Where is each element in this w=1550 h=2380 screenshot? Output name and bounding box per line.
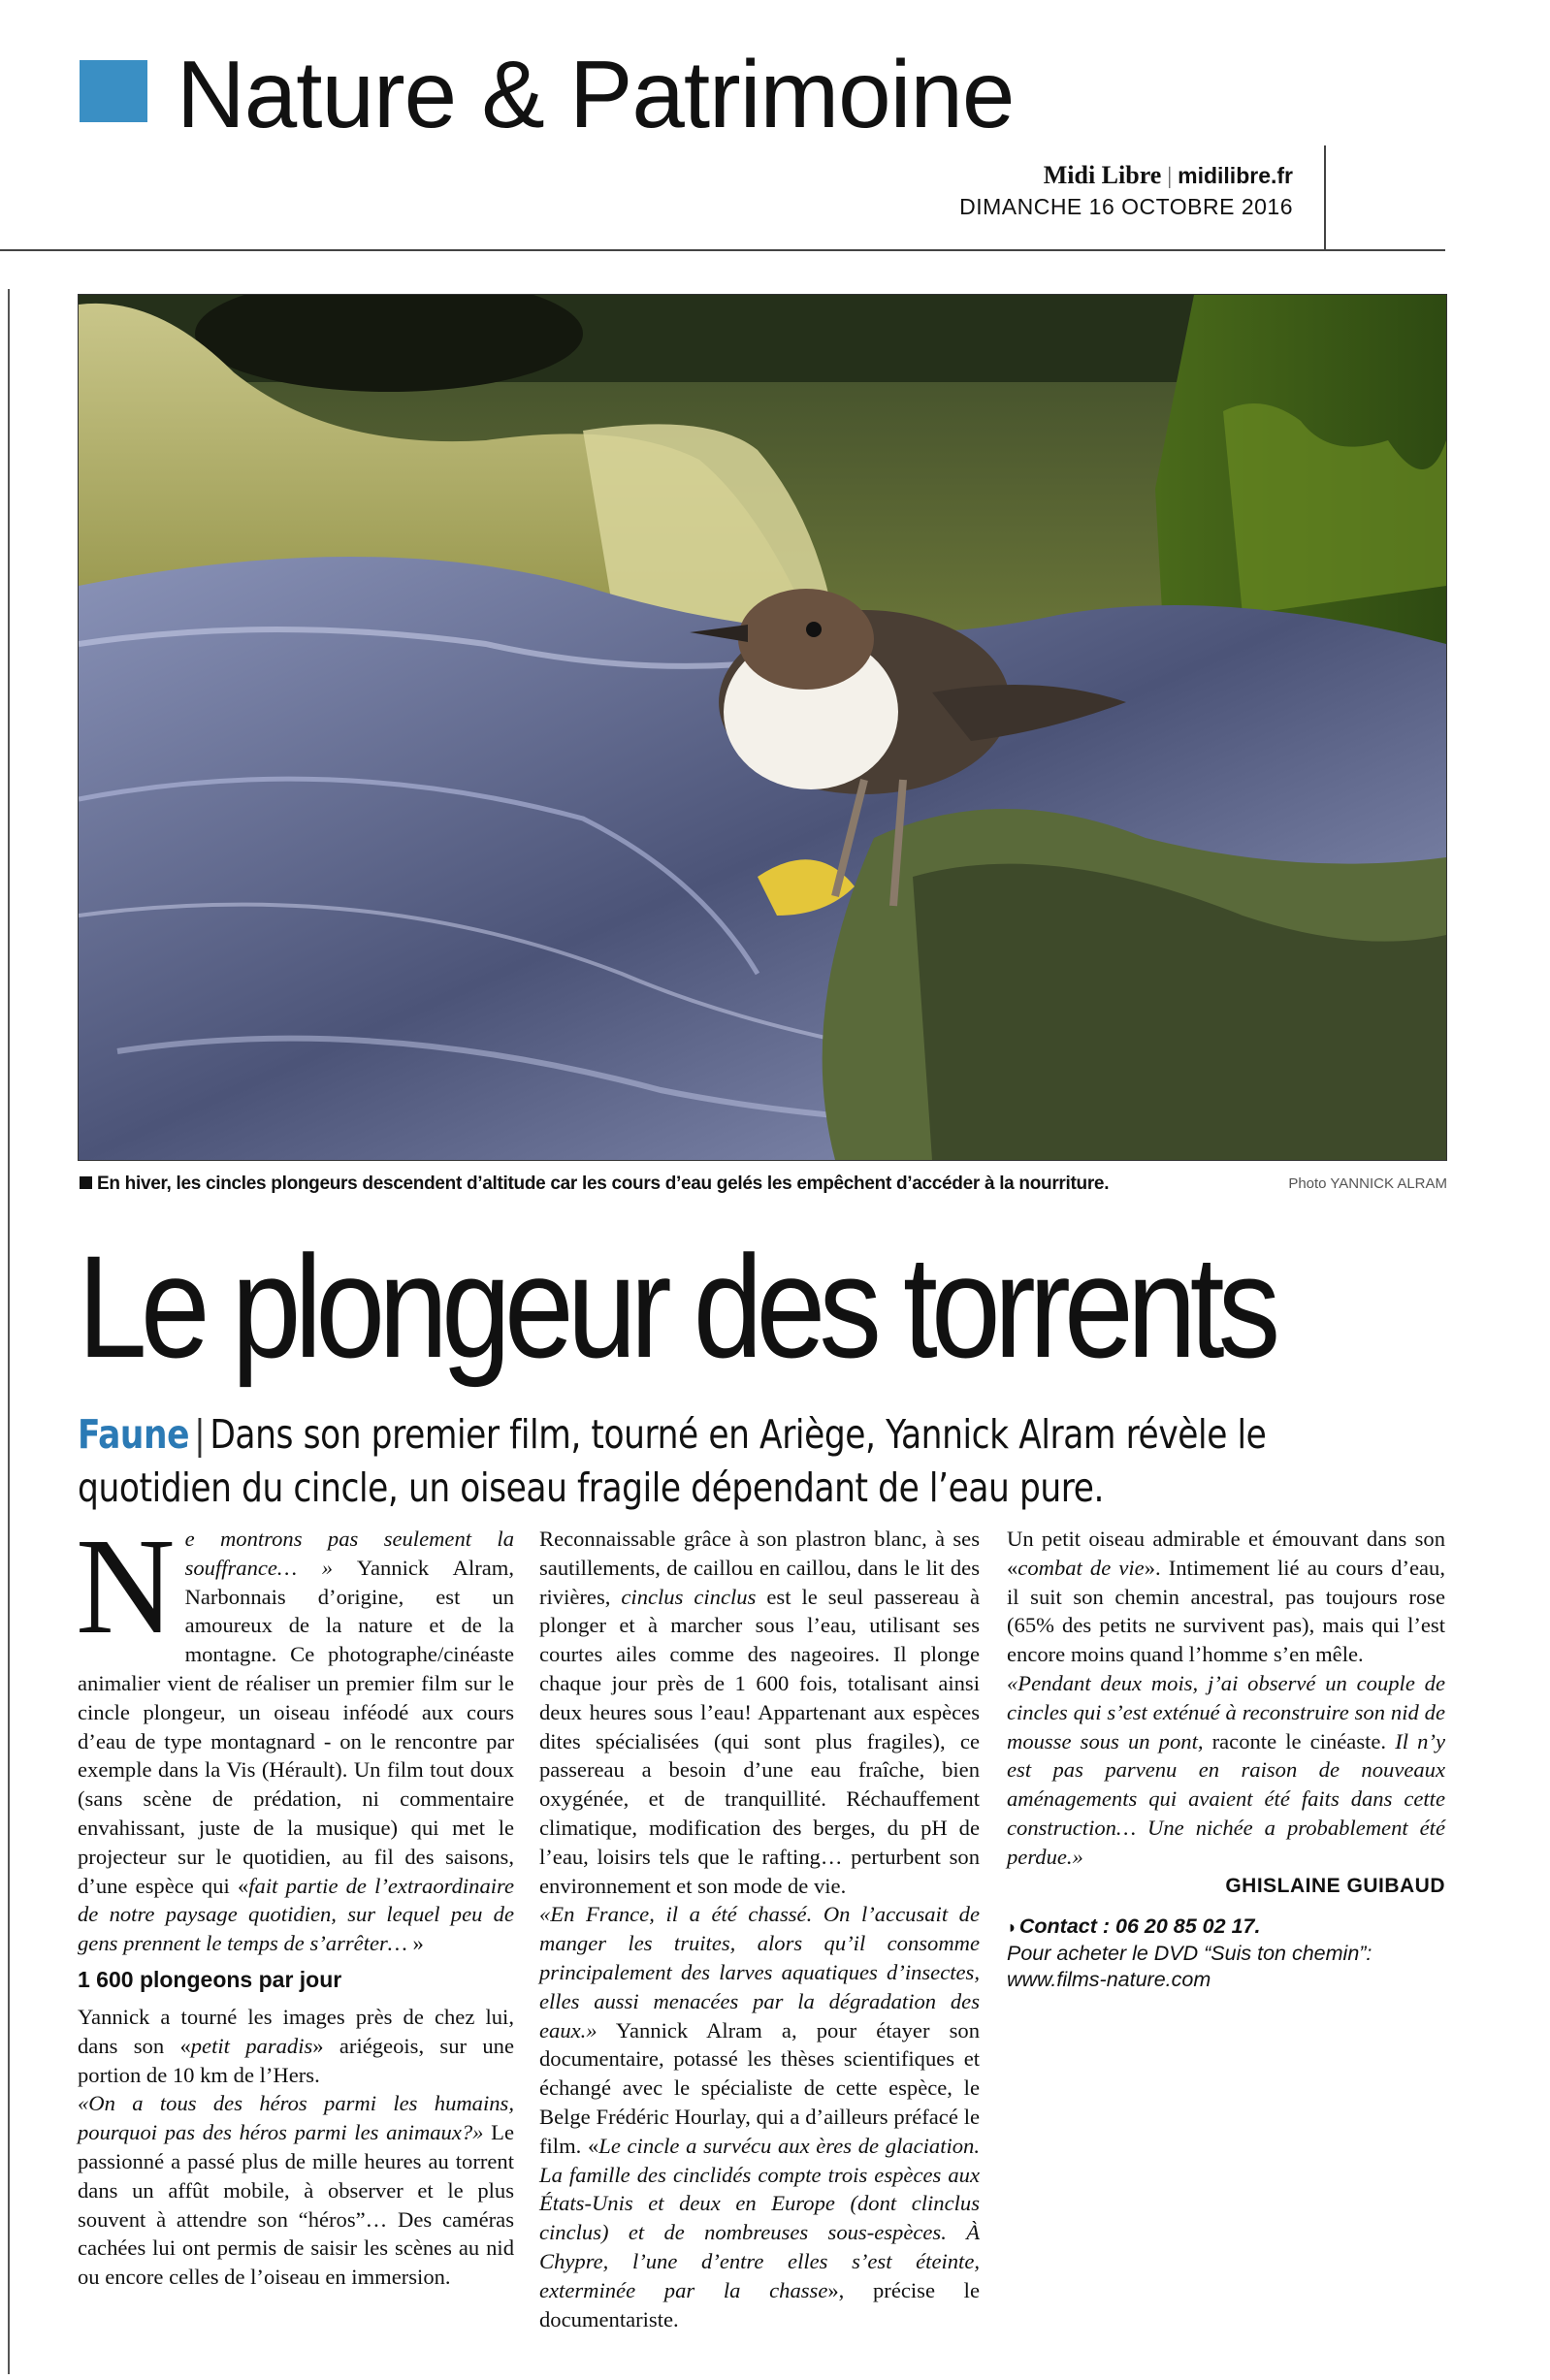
- contact-box: [1007, 1914, 1445, 1993]
- deck-text: Dans son premier film, tourné en Ariège, Yannick Alram révèle le quotidien du cincle, un oiseau fragile dépendant de l’eau pure.: [78, 1411, 1267, 1511]
- article-column-3: [1007, 1525, 1445, 1993]
- paper-site[interactable]: midilibre.fr: [1178, 163, 1293, 188]
- lead-quote: e montrons pas seulement la souffrance… »: [184, 1527, 514, 1580]
- page-left-rule: [8, 289, 10, 2374]
- article-column-2: [539, 1525, 980, 2333]
- article-column-1: [76, 1509, 515, 2292]
- paragraph-3: «On a tous des héros parmi les humains, pourquoi pas des héros parmi les animaux?» Le passionné a passé plus de mille heures au torrent dans un affût mobile, à observer et le plus souvent à attendre son “héros”… Des caméras cachées lui ont permis de saisir les scènes au nid ou encore celles de l’oiseau en immersion.: [78, 2091, 514, 2290]
- paper-name: Midi Libre: [1043, 161, 1162, 189]
- photo-credit: Photo YANNICK ALRAM: [1288, 1175, 1447, 1192]
- deck: [78, 1408, 1348, 1515]
- lead-quote-2: fait partie de l’extraordinaire de notre paysage quotidien, sur lequel peu de gens prennent le temps de s’arrêter…: [78, 1873, 514, 1956]
- subhead: 1 600 plongeons par jour: [78, 1966, 342, 1992]
- caption-text: En hiver, les cincles plongeurs descendent d’altitude car les cours d’eau gelés les empêchent d’accéder à la nourriture.: [97, 1174, 1110, 1194]
- contact-phone[interactable]: 06 20 85 02 17.: [1110, 1914, 1261, 1939]
- lead-paragraph: [76, 1509, 515, 1958]
- lead-end: »: [406, 1931, 424, 1956]
- paragraph-6: Un petit oiseau admirable et émouvant dans son «combat de vie». Intimement lié au cours d’eau, il suit son chemin ancestral, pas toujours rose (65% des petits ne survivent pas), mais qui l’est encore moins quand l’homme s’en mêle.: [1007, 1527, 1445, 1667]
- lead-text: Yannick Alram, Narbonnais d’origine, est un amoureux de la nature et de la montagne. Ce photographe/cinéaste animalier vient de réaliser un premier film sur le cincle plongeur, un oiseau inféodé aux cours d’eau de type montagnard - on le rencontre par exemple dans la Vis (Hérault). Un film tout doux (sans scène de prédation, ni commentaire envahissant, juste de la musique) qui met le projecteur sur le quotidien, au fil des saisons, d’une espèce qui «: [78, 1555, 515, 1898]
- contact-dvd: Pour acheter le DVD “Suis ton chemin”:: [1007, 1942, 1372, 1966]
- dipper-photo: [78, 294, 1447, 1161]
- deck-kicker: Faune: [78, 1411, 190, 1458]
- byline: GHISLAINE GUIBAUD: [1225, 1874, 1445, 1897]
- header-divider: [1324, 145, 1326, 250]
- arrow-icon: ◗: [1007, 1917, 1017, 1938]
- section-marker: [80, 60, 147, 122]
- photo-caption: [80, 1174, 1447, 1203]
- caption-bullet: [80, 1176, 92, 1189]
- dropcap: N: [76, 1509, 176, 1662]
- header-rule: [0, 249, 1445, 251]
- contact-website[interactable]: www.films-nature.com: [1007, 1968, 1211, 1992]
- contact-label: Contact :: [1018, 1914, 1111, 1939]
- deck-separator: |: [194, 1411, 206, 1458]
- section-title: Nature & Patrimoine: [177, 41, 1015, 147]
- paragraph-5: «En France, il a été chassé. On l’accusait de manger les truites, alors qu’il consomme principalement des larves aquatiques d’insectes, elles aussi menacées par la dégradation des eaux.» Yannick Alram a, pour étayer son documentaire, potassé les thèses scientifiques et échangé avec le spécialiste de cette espèce, le Belge Frédéric Hourlay, qui a d’ailleurs préfacé le film. «Le cincle a survécu aux ères de glaciation. La famille des cinclidés compte trois espèces aux États-Unis et deux en Europe (dont clinclus cinclus) et de nombreuses sous-espèces. À Chypre, l’une d’entre elles s’est éteinte, exterminée par la chasse», précise le documentariste.: [539, 1902, 980, 2332]
- masthead: Midi Libre | midilibre.fr DIMANCHE 16 OCTOBRE 2016: [959, 161, 1293, 222]
- headline: Le plongeur des torrents: [78, 1225, 1275, 1388]
- issue-date: DIMANCHE 16 OCTOBRE 2016: [959, 194, 1293, 219]
- paragraph-4: Reconnaissable grâce à son plastron blanc, à ses sautillements, de caillou en caillou, dans le lit des rivières, cinclus cinclus est le seul passereau à plonger et à marcher sous l’eau, utilisant ses courtes ailes comme des nageoires. Il plonge chaque jour près de 1 600 fois, totalisant ainsi deux heures sous l’eau! Appartenant aux espèces dites spécialisées (qui sont plus fragiles), ce passereau a besoin d’une eau fraîche, bien oxygénée, et de tranquillité. Réchauffement climatique, modification des berges, du pH de l’eau, loisirs tels que le rafting… perturbent son environnement et son mode de vie.: [539, 1527, 980, 1898]
- paragraph-7: «Pendant deux mois, j’ai observé un couple de cincles qui s’est exténué à reconstruire son nid de mousse sous un pont, raconte le cinéaste. Il n’y est pas parvenu en raison de nouveaux aménagements qui avaient été faits dans cette construction… Une nichée a probablement été perdue.»: [1007, 1670, 1445, 1869]
- paragraph-2: Yannick a tourné les images près de chez lui, dans son «petit paradis» ariégeois, sur une portion de 10 km de l’Hers.: [78, 2004, 514, 2087]
